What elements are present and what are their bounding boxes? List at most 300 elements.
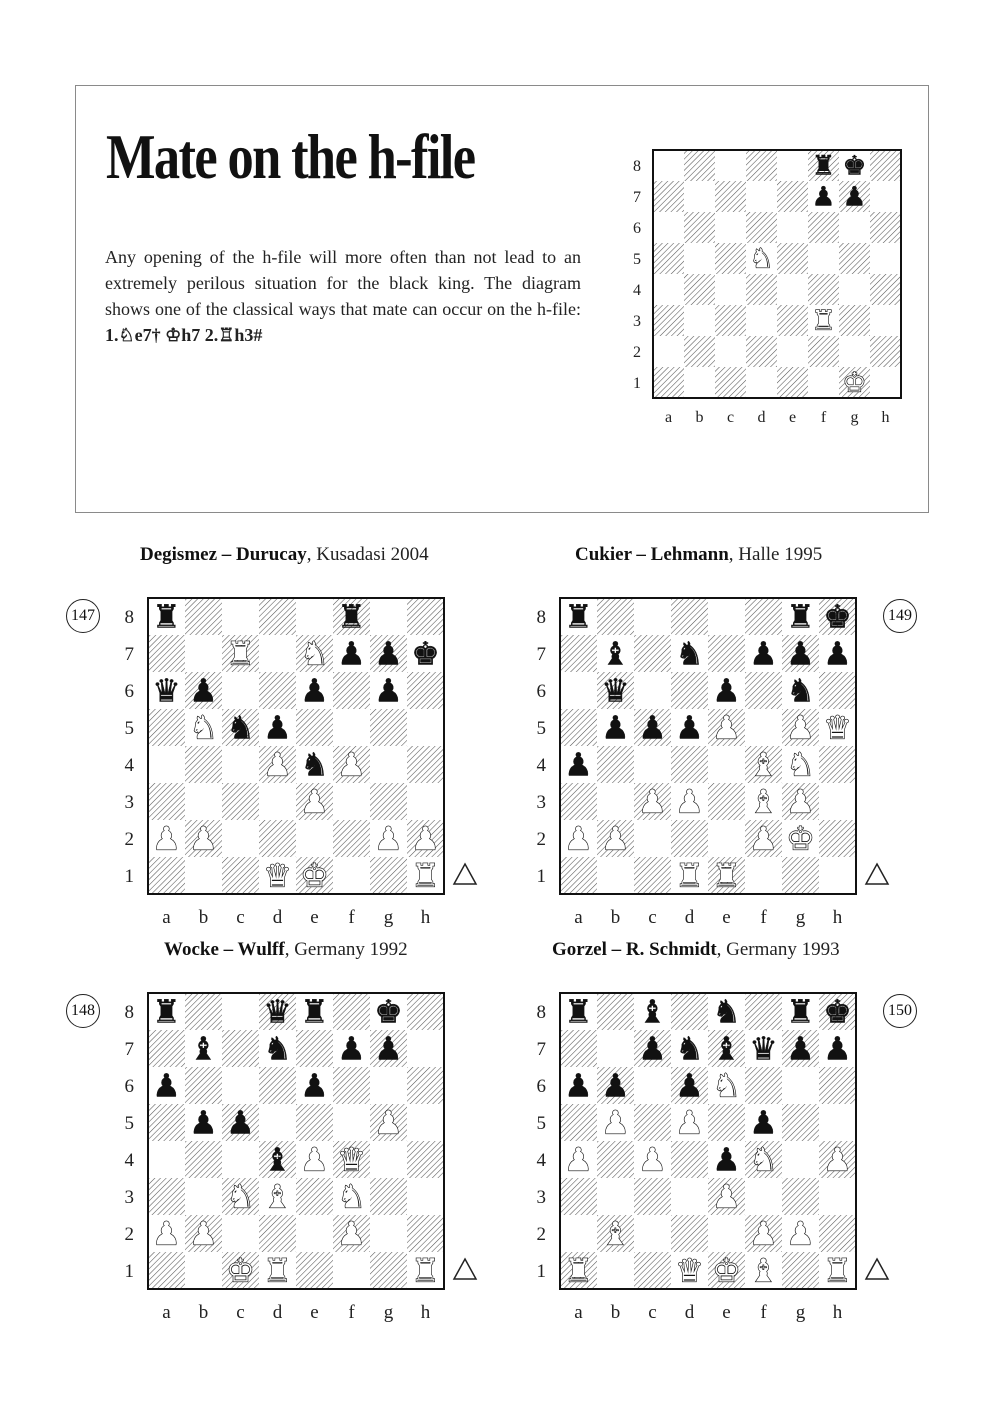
dark-square — [808, 274, 839, 305]
light-square — [653, 336, 684, 367]
light-square — [746, 305, 777, 336]
light-square — [684, 181, 715, 212]
black-pawn-icon: ♟ — [374, 634, 403, 673]
intro-chessboard — [618, 140, 908, 430]
rank-label: 7 — [536, 1039, 546, 1061]
rank-label: 7 — [124, 1039, 134, 1061]
dark-square — [782, 1104, 819, 1141]
light-square — [819, 857, 856, 894]
dark-square — [671, 672, 708, 709]
light-square — [634, 598, 671, 635]
light-square — [222, 1067, 259, 1104]
white-knight-icon: ♞ — [712, 1066, 741, 1105]
black-bishop-icon: ♝ — [638, 992, 667, 1031]
dark-square — [746, 336, 777, 367]
dark-square — [148, 1104, 185, 1141]
white-pawn-icon: ♟ — [263, 745, 292, 784]
file-label: d — [272, 907, 283, 928]
white-to-move-icon — [864, 862, 890, 886]
dark-square — [777, 367, 808, 398]
light-square — [597, 857, 634, 894]
black-knight-icon: ♞ — [675, 1029, 704, 1068]
file-label: g — [795, 1302, 806, 1323]
rank-label: 5 — [633, 251, 641, 269]
black-knight-icon: ♞ — [226, 708, 255, 747]
light-square — [185, 783, 222, 820]
black-pawn-icon: ♟ — [712, 671, 741, 710]
file-label: g — [850, 409, 859, 426]
dark-square — [185, 1141, 222, 1178]
light-square — [148, 746, 185, 783]
white-pawn-icon: ♟ — [300, 1140, 329, 1179]
black-queen-icon: ♛ — [749, 1029, 778, 1068]
light-square — [222, 598, 259, 635]
dark-square — [407, 1067, 444, 1104]
dark-square — [296, 1030, 333, 1067]
light-square — [597, 1178, 634, 1215]
light-square — [185, 1178, 222, 1215]
dark-square — [684, 336, 715, 367]
light-square — [634, 672, 671, 709]
dark-square — [185, 598, 222, 635]
dark-square — [597, 598, 634, 635]
white-pawn-icon: ♟ — [152, 1214, 181, 1253]
dark-square — [296, 1252, 333, 1289]
dark-square — [634, 1252, 671, 1289]
dark-square — [407, 1141, 444, 1178]
white-knight-icon: ♞ — [786, 745, 815, 784]
dark-square — [185, 993, 222, 1030]
dark-square — [746, 274, 777, 305]
white-knight-icon: ♞ — [749, 243, 774, 275]
game-event: , Halle 1995 — [728, 544, 823, 565]
light-square — [745, 857, 782, 894]
light-square — [407, 1104, 444, 1141]
file-label: h — [881, 409, 890, 426]
black-king-icon: ♚ — [823, 597, 852, 636]
dark-square — [370, 857, 407, 894]
dark-square — [715, 181, 746, 212]
white-pawn-icon: ♟ — [823, 1140, 852, 1179]
rank-label: 2 — [124, 829, 134, 851]
black-rook-icon: ♜ — [811, 150, 836, 182]
dark-square — [259, 1215, 296, 1252]
light-square — [634, 746, 671, 783]
chessboard-147 — [110, 590, 455, 930]
white-queen-icon: ♛ — [823, 708, 852, 747]
dark-square — [684, 150, 715, 181]
white-rook-icon: ♜ — [823, 1251, 852, 1290]
light-square — [222, 820, 259, 857]
file-label: b — [610, 1302, 621, 1323]
dark-square — [185, 1067, 222, 1104]
dark-square — [370, 1178, 407, 1215]
game-players: Wocke – Wulff — [164, 939, 285, 960]
light-square — [185, 635, 222, 672]
light-square — [634, 1067, 671, 1104]
dark-square — [259, 598, 296, 635]
rank-label: 1 — [633, 375, 641, 393]
dark-square — [333, 672, 370, 709]
rank-label: 4 — [536, 1150, 546, 1172]
black-rook-icon: ♜ — [337, 597, 366, 636]
dark-square — [148, 709, 185, 746]
black-pawn-icon: ♟ — [374, 671, 403, 710]
dark-square — [777, 243, 808, 274]
white-pawn-icon: ♟ — [152, 819, 181, 858]
light-square — [370, 1215, 407, 1252]
file-label: g — [795, 907, 806, 928]
light-square — [560, 1215, 597, 1252]
file-label: e — [788, 409, 797, 426]
white-pawn-icon: ♟ — [601, 819, 630, 858]
light-square — [222, 993, 259, 1030]
light-square — [653, 150, 684, 181]
dark-square — [870, 336, 901, 367]
dark-square — [745, 672, 782, 709]
black-king-icon: ♚ — [411, 634, 440, 673]
black-king-icon: ♚ — [823, 992, 852, 1031]
dark-square — [671, 598, 708, 635]
white-rook-icon: ♜ — [564, 1251, 593, 1290]
dark-square — [684, 274, 715, 305]
dark-square — [222, 783, 259, 820]
white-pawn-icon: ♟ — [189, 819, 218, 858]
rank-label: 6 — [536, 1076, 546, 1098]
file-label: h — [420, 1302, 431, 1323]
white-pawn-icon: ♟ — [337, 745, 366, 784]
rank-label: 1 — [124, 866, 134, 888]
file-label: c — [236, 907, 245, 928]
rank-label: 8 — [124, 1002, 134, 1024]
black-king-icon: ♚ — [842, 150, 867, 182]
light-square — [296, 598, 333, 635]
white-knight-icon: ♞ — [226, 1177, 255, 1216]
rank-label: 3 — [536, 1187, 546, 1209]
dark-square — [746, 150, 777, 181]
file-label: h — [420, 907, 431, 928]
white-bishop-icon: ♝ — [749, 745, 778, 784]
black-pawn-icon: ♟ — [601, 708, 630, 747]
white-to-move-icon — [452, 862, 478, 886]
dark-square — [808, 212, 839, 243]
rank-label: 3 — [124, 792, 134, 814]
rank-label: 4 — [536, 755, 546, 777]
dark-square — [708, 635, 745, 672]
game-event: , Germany 1992 — [284, 939, 408, 960]
dark-square — [653, 305, 684, 336]
light-square — [745, 709, 782, 746]
light-square — [684, 243, 715, 274]
black-pawn-icon: ♟ — [675, 1066, 704, 1105]
dark-square — [839, 243, 870, 274]
rank-label: 6 — [633, 220, 641, 238]
light-square — [782, 1067, 819, 1104]
white-pawn-icon: ♟ — [374, 819, 403, 858]
light-square — [819, 783, 856, 820]
light-square — [259, 635, 296, 672]
dark-square — [407, 598, 444, 635]
white-king-icon: ♚ — [786, 819, 815, 858]
black-queen-icon: ♛ — [601, 671, 630, 710]
rank-label: 6 — [124, 681, 134, 703]
file-label: c — [236, 1302, 245, 1323]
light-square — [222, 1215, 259, 1252]
dark-square — [560, 635, 597, 672]
game-players: Gorzel – R. Schmidt — [552, 939, 717, 960]
dark-square — [185, 746, 222, 783]
white-rook-icon: ♜ — [263, 1251, 292, 1290]
white-pawn-icon: ♟ — [564, 1140, 593, 1179]
file-label: e — [722, 1302, 731, 1323]
light-square — [333, 857, 370, 894]
black-pawn-icon: ♟ — [152, 1066, 181, 1105]
light-square — [222, 1141, 259, 1178]
light-square — [715, 150, 746, 181]
light-square — [746, 367, 777, 398]
black-pawn-icon: ♟ — [638, 1029, 667, 1068]
light-square — [597, 783, 634, 820]
light-square — [808, 367, 839, 398]
black-queen-icon: ♛ — [152, 671, 181, 710]
rank-label: 1 — [536, 866, 546, 888]
white-knight-icon: ♞ — [189, 708, 218, 747]
dark-square — [259, 672, 296, 709]
white-queen-icon: ♛ — [263, 856, 292, 895]
light-square — [634, 1215, 671, 1252]
rank-label: 4 — [633, 282, 641, 300]
dark-square — [715, 305, 746, 336]
white-pawn-icon: ♟ — [300, 782, 329, 821]
chessboard-150 — [522, 985, 867, 1325]
black-pawn-icon: ♟ — [811, 181, 836, 213]
rank-label: 8 — [124, 607, 134, 629]
dark-square — [333, 993, 370, 1030]
light-square — [684, 367, 715, 398]
black-pawn-icon: ♟ — [786, 1029, 815, 1068]
light-square — [653, 274, 684, 305]
dark-square — [870, 212, 901, 243]
dark-square — [148, 1030, 185, 1067]
dark-square — [333, 820, 370, 857]
light-square — [671, 1178, 708, 1215]
white-bishop-icon: ♝ — [263, 1177, 292, 1216]
black-rook-icon: ♜ — [152, 597, 181, 636]
file-label: f — [760, 907, 767, 928]
black-pawn-icon: ♟ — [564, 745, 593, 784]
black-pawn-icon: ♟ — [564, 1066, 593, 1105]
white-pawn-icon: ♟ — [675, 782, 704, 821]
light-square — [259, 1104, 296, 1141]
black-rook-icon: ♜ — [300, 992, 329, 1031]
dark-square — [597, 1141, 634, 1178]
dark-square — [671, 820, 708, 857]
light-square — [370, 1067, 407, 1104]
game-event: , Kusadasi 2004 — [306, 544, 429, 565]
light-square — [259, 783, 296, 820]
black-pawn-icon: ♟ — [842, 181, 867, 213]
file-label: e — [310, 1302, 319, 1323]
dark-square — [671, 1141, 708, 1178]
rank-label: 8 — [633, 158, 641, 176]
game-caption-150 — [552, 939, 840, 961]
rank-label: 4 — [124, 1150, 134, 1172]
dark-square — [259, 820, 296, 857]
game-caption-149 — [575, 544, 822, 566]
light-square — [777, 274, 808, 305]
dark-square — [708, 1104, 745, 1141]
dark-square — [407, 672, 444, 709]
black-knight-icon: ♞ — [712, 992, 741, 1031]
dark-square — [560, 857, 597, 894]
rank-label: 3 — [536, 792, 546, 814]
file-label: b — [198, 1302, 209, 1323]
dark-square — [782, 857, 819, 894]
rank-label: 5 — [124, 1113, 134, 1135]
chessboard-148 — [110, 985, 455, 1325]
black-pawn-icon: ♟ — [337, 1029, 366, 1068]
light-square — [634, 820, 671, 857]
black-knight-icon: ♞ — [300, 745, 329, 784]
white-bishop-icon: ♝ — [749, 782, 778, 821]
black-pawn-icon: ♟ — [749, 1103, 778, 1142]
light-square — [819, 1104, 856, 1141]
black-pawn-icon: ♟ — [300, 1066, 329, 1105]
light-square — [407, 1178, 444, 1215]
light-square — [296, 820, 333, 857]
black-pawn-icon: ♟ — [374, 1029, 403, 1068]
dark-square — [634, 1104, 671, 1141]
rank-label: 4 — [124, 755, 134, 777]
light-square — [333, 1252, 370, 1289]
rank-label: 3 — [633, 313, 641, 331]
light-square — [819, 1178, 856, 1215]
light-square — [839, 212, 870, 243]
black-pawn-icon: ♟ — [601, 1066, 630, 1105]
dark-square — [370, 1252, 407, 1289]
dark-square — [777, 181, 808, 212]
file-label: a — [574, 907, 583, 928]
dark-square — [782, 1178, 819, 1215]
file-label: a — [162, 1302, 171, 1323]
file-label: d — [684, 1302, 695, 1323]
dark-square — [222, 1030, 259, 1067]
dark-square — [222, 857, 259, 894]
dark-square — [715, 367, 746, 398]
white-to-move-icon — [864, 1257, 890, 1281]
dark-square — [745, 1067, 782, 1104]
white-pawn-icon: ♟ — [675, 1103, 704, 1142]
file-label: a — [574, 1302, 583, 1323]
dark-square — [708, 783, 745, 820]
light-square — [715, 336, 746, 367]
game-players: Degismez – Durucay — [140, 544, 307, 565]
white-king-icon: ♚ — [842, 367, 867, 399]
dark-square — [370, 783, 407, 820]
file-label: g — [383, 907, 394, 928]
white-knight-icon: ♞ — [749, 1140, 778, 1179]
light-square — [777, 212, 808, 243]
file-label: f — [820, 409, 827, 426]
file-label: d — [757, 409, 766, 426]
white-bishop-icon: ♝ — [601, 1214, 630, 1253]
file-label: h — [832, 1302, 843, 1323]
rank-label: 2 — [536, 1224, 546, 1246]
rank-label: 8 — [536, 1002, 546, 1024]
dark-square — [870, 274, 901, 305]
light-square — [222, 672, 259, 709]
file-label: g — [383, 1302, 394, 1323]
dark-square — [715, 243, 746, 274]
black-pawn-icon: ♟ — [823, 634, 852, 673]
dark-square — [560, 1030, 597, 1067]
dark-square — [560, 709, 597, 746]
black-rook-icon: ♜ — [786, 597, 815, 636]
dark-square — [808, 336, 839, 367]
dark-square — [839, 305, 870, 336]
rank-label: 5 — [124, 718, 134, 740]
white-king-icon: ♚ — [712, 1251, 741, 1290]
dark-square — [407, 1215, 444, 1252]
light-square — [185, 1252, 222, 1289]
light-square — [746, 181, 777, 212]
dark-square — [684, 212, 715, 243]
white-queen-icon: ♛ — [675, 1251, 704, 1290]
dark-square — [634, 635, 671, 672]
light-square — [870, 243, 901, 274]
light-square — [839, 274, 870, 305]
black-rook-icon: ♜ — [564, 597, 593, 636]
file-label: c — [648, 1302, 657, 1323]
light-square — [560, 672, 597, 709]
light-square — [715, 274, 746, 305]
white-king-icon: ♚ — [226, 1251, 255, 1290]
light-square — [222, 746, 259, 783]
black-rook-icon: ♜ — [152, 992, 181, 1031]
dark-square — [296, 1178, 333, 1215]
white-rook-icon: ♜ — [811, 305, 836, 337]
rank-label: 1 — [536, 1261, 546, 1283]
black-rook-icon: ♜ — [786, 992, 815, 1031]
dark-square — [560, 1178, 597, 1215]
light-square — [370, 746, 407, 783]
white-pawn-icon: ♟ — [189, 1214, 218, 1253]
file-label: b — [198, 907, 209, 928]
dark-square — [819, 1067, 856, 1104]
light-square — [745, 1178, 782, 1215]
black-knight-icon: ♞ — [263, 1029, 292, 1068]
file-label: f — [348, 1302, 355, 1323]
white-rook-icon: ♜ — [411, 1251, 440, 1290]
black-pawn-icon: ♟ — [300, 671, 329, 710]
white-pawn-icon: ♟ — [411, 819, 440, 858]
dark-square — [560, 783, 597, 820]
white-pawn-icon: ♟ — [786, 708, 815, 747]
rank-label: 6 — [536, 681, 546, 703]
light-square — [870, 367, 901, 398]
rank-label: 7 — [536, 644, 546, 666]
white-pawn-icon: ♟ — [712, 708, 741, 747]
light-square — [333, 1104, 370, 1141]
file-label: c — [648, 907, 657, 928]
dark-square — [870, 150, 901, 181]
white-pawn-icon: ♟ — [374, 1103, 403, 1142]
dark-square — [819, 672, 856, 709]
white-pawn-icon: ♟ — [638, 782, 667, 821]
white-pawn-icon: ♟ — [786, 782, 815, 821]
light-square — [839, 336, 870, 367]
light-square — [708, 1215, 745, 1252]
